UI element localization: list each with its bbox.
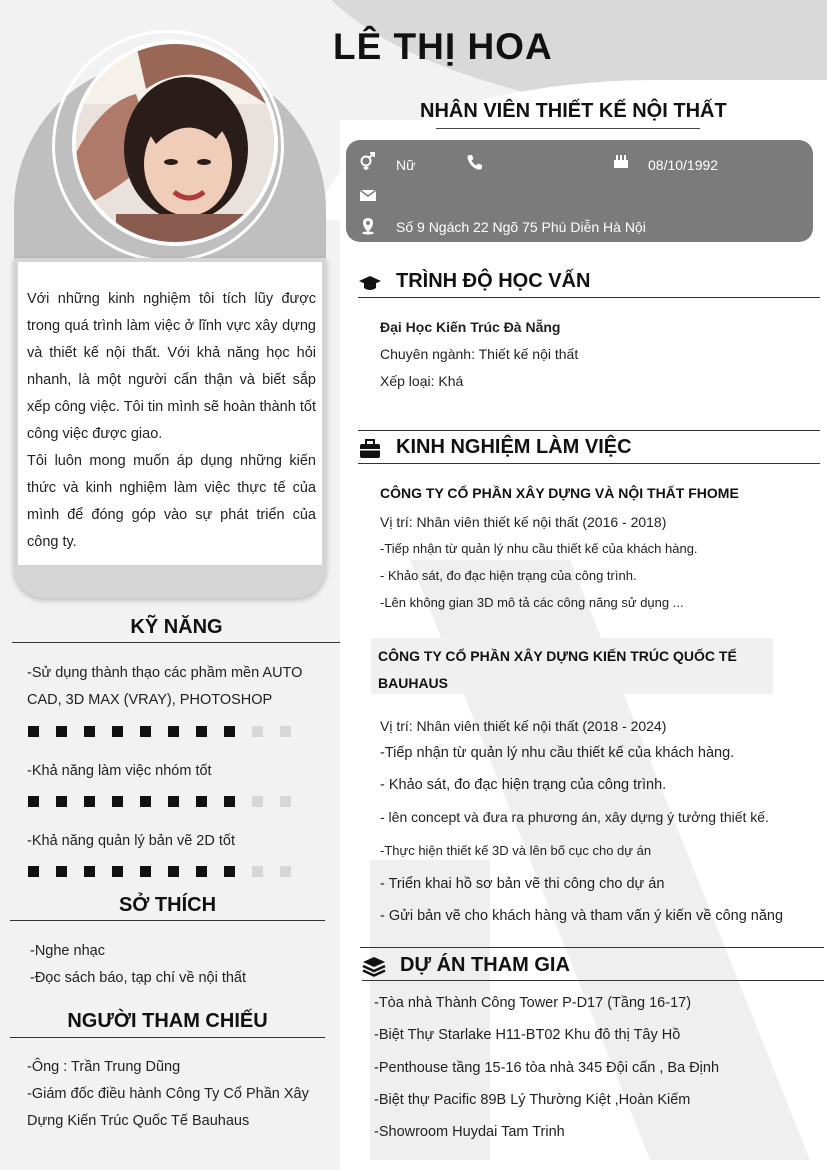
education-header [358,270,820,300]
job-2-task: -Thực hiện thiết kế 3D và lên bố cục cho dự án [380,843,652,858]
reference-name: -Ông : Trần Trung Dũng [27,1059,181,1075]
job-2-position: Vị trí: Nhân viên thiết kế nội thất (2018 - 2024) [380,718,667,734]
rating-dot-empty [252,866,263,877]
experience-top-divider [358,430,820,431]
education-rank: Xếp loại: Khá [380,373,464,389]
hobby-item: -Nghe nhạc [30,943,105,959]
rating-dot [140,796,151,807]
rating-dot [196,866,207,877]
hobbies-divider [10,920,325,921]
job-1-task: -Lên không gian 3D mô tả các công năng sử dụng ... [380,595,684,610]
rating-dot-empty [280,866,291,877]
rating-dot-empty [280,726,291,737]
reference-divider [10,1037,325,1038]
about-paragraph-2: Tôi luôn mong muốn áp dụng những kiến thức và kinh nghiệm làm việc thực tế của mình để đóng góp vào sự phát triển của công ty. [27,453,316,550]
skill-item-3-rating [28,866,291,877]
avatar [72,40,278,246]
education-divider [358,297,820,298]
job-title: NHÂN VIÊN THIẾT KẾ NỘI THẤT [420,100,727,122]
project-item: -Biệt Thự Starlake H11-BT02 Khu đô thị Tây Hồ [374,1027,681,1043]
rating-dot [140,726,151,737]
rating-dot [224,796,235,807]
projects-title: DỰ ÁN THAM GIA [400,954,570,976]
rating-dot [168,866,179,877]
job-1-position: Vị trí: Nhân viên thiết kế nội thất (2016 - 2018) [380,514,667,530]
rating-dot-empty [252,726,263,737]
rating-dot [224,726,235,737]
skill-item-1-text: -Sử dụng thành thạo các phầm mền AUTO CAD, 3D MAX (VRAY), PHOTOSHOP [27,665,303,708]
candidate-name: LÊ THỊ HOA [333,26,553,67]
job-title-underline [436,128,700,129]
skills-divider [12,642,340,643]
job-2-company-line-2: BAUHAUS [378,675,448,691]
graduation-cap-icon [358,272,382,294]
job-1-company: CÔNG TY CỔ PHẦN XÂY DỰNG VÀ NỘI THẤT FHOME [380,485,739,501]
layers-icon [362,956,386,978]
skill-item-2-rating [28,796,291,807]
avatar-photo [76,44,274,242]
gender-value: Nữ [396,157,416,173]
rating-dot-empty [280,796,291,807]
job-2-task: - Khảo sát, đo đạc hiện trạng của công trình. [380,777,667,793]
address-value: Số 9 Ngách 22 Ngõ 75 Phú Diễn Hà Nội [396,219,646,235]
job-2-company-line-1: CÔNG TY CỔ PHẦN XÂY DỰNG KIẾN TRÚC QUỐC TẾ [378,648,737,664]
project-item: -Tòa nhà Thành Công Tower P-D17 (Tầng 16-17) [374,995,692,1011]
rating-dot-empty [252,796,263,807]
project-item: -Penthouse tầng 15-16 tòa nhà 345 Đội cấn , Ba Định [374,1060,720,1076]
rating-dot [168,796,179,807]
rating-dot [28,796,39,807]
experience-header [358,436,820,466]
briefcase-icon [358,438,382,460]
birthday-value: 08/10/1992 [648,157,719,173]
job-1-task: -Tiếp nhận từ quản lý nhu cầu thiết kế của khách hàng. [380,541,698,556]
about-paragraph-1: Với những kinh nghiệm tôi tích lũy được trong quá trình làm việc ở lĩnh vực xây dựng và thiết kế nội thất. Với khả năng học hỏi nhanh, là một người cẩn thận và biết sắp xếp công việc. Tôi tin mình sẽ hoàn thành tốt công việc được giao. [27,291,316,442]
rating-dot [112,726,123,737]
skill-item-1-rating [28,726,291,737]
gender-icon [359,152,377,170]
rating-dot [140,866,151,877]
skill-item-2-text: -Khả năng làm việc nhóm tốt [27,763,212,779]
projects-divider [362,980,824,981]
phone-icon [466,153,484,171]
rating-dot [28,726,39,737]
projects-header [362,954,824,984]
rating-dot [112,796,123,807]
project-item: -Biệt thự Pacific 89B Lý Thường Kiệt ,Hoàn Kiếm [374,1092,691,1108]
job-2-task: -Tiếp nhận từ quản lý nhu cầu thiết kế của khách hàng. [380,745,735,761]
rating-dot [112,866,123,877]
hobbies-title: SỞ THÍCH [118,894,217,916]
contact-box [346,140,813,242]
rating-dot [84,866,95,877]
rating-dot [196,796,207,807]
reference-title: NGƯỜI THAM CHIẾU [67,1010,268,1032]
location-icon [359,217,377,235]
hobby-item: -Đọc sách báo, tạp chí về nội thất [30,970,247,986]
experience-divider [358,463,820,464]
job-2-task: - lên concept và đưa ra phương án, xây dựng ý tưởng thiết kế. [380,809,769,825]
education-major: Chuyên ngành: Thiết kế nội thất [380,346,579,362]
education-school: Đại Học Kiến Trúc Đà Nẵng [380,319,561,335]
rating-dot [56,726,67,737]
project-item: -Showroom Huydai Tam Trinh [374,1124,565,1140]
cake-icon [612,151,630,169]
rating-dot [196,726,207,737]
rating-dot [84,796,95,807]
skill-item-3-text: -Khả năng quản lý bản vẽ 2D tốt [27,833,235,849]
mail-icon [359,186,377,204]
education-title: TRÌNH ĐỘ HỌC VẤN [396,270,591,292]
job-1-task: - Khảo sát, đo đạc hiện trạng của công trình. [380,568,637,583]
rating-dot [28,866,39,877]
projects-top-divider [360,947,824,948]
rating-dot [224,866,235,877]
rating-dot [56,866,67,877]
experience-title: KINH NGHIỆM LÀM VIỆC [396,436,632,458]
rating-dot [84,726,95,737]
job-2-task: - Triển khai hồ sơ bản vẽ thi công cho dự án [380,876,665,892]
rating-dot [168,726,179,737]
skills-title: KỸ NĂNG [130,616,223,638]
reference-position: -Giám đốc điều hành Công Ty Cổ Phần Xây Dựng Kiến Trúc Quốc Tế Bauhaus [27,1086,309,1129]
job-2-task: - Gửi bản vẽ cho khách hàng và tham vấn ý kiến về công năng [380,908,784,924]
rating-dot [56,796,67,807]
about-text [27,286,316,556]
